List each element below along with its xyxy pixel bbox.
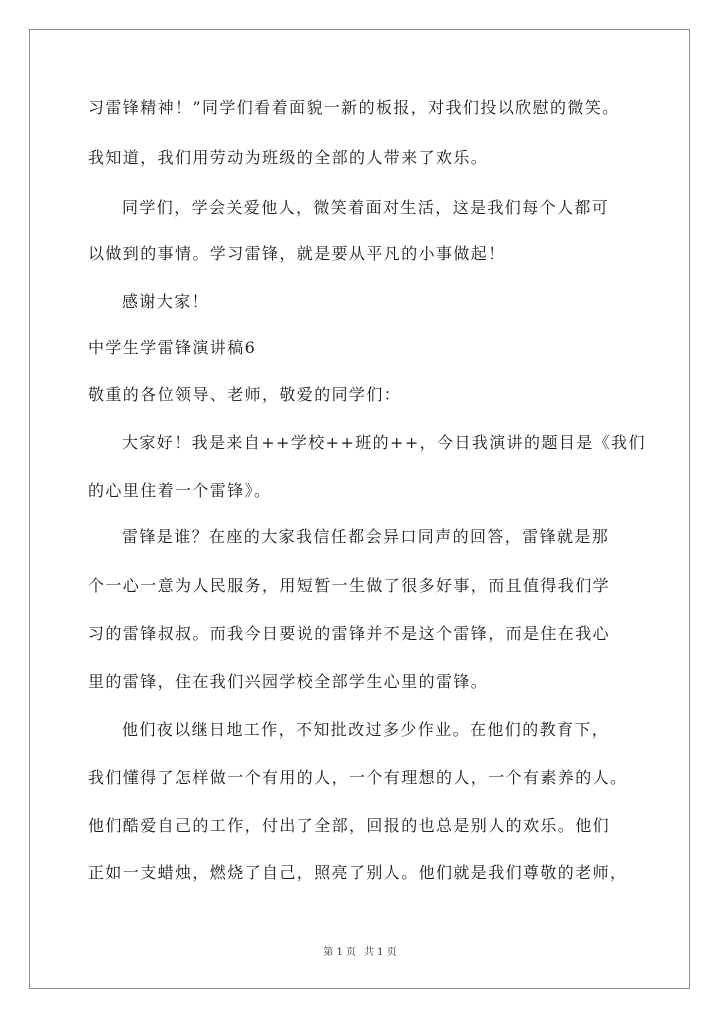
paragraph-start-line: 他们夜以继日地工作，不知批改过多少作业。在他们的教育下， (122, 720, 610, 739)
page-number: 第 1 页 (323, 947, 356, 958)
text-line: 以做到的事情。学习雷锋，就是要从平凡的小事做起！ (88, 244, 506, 263)
page-footer (0, 943, 720, 958)
paragraph-start-line: 同学们，学会关爱他人，微笑着面对生活，这是我们每个人都可 (122, 198, 610, 217)
text-line: 里的雷锋，住在我们兴园学校全部学生心里的雷锋。 (88, 672, 489, 691)
section-title: 中学生学雷锋演讲稿6 (88, 338, 257, 357)
page-total: 共 1 页 (364, 947, 397, 958)
text-line: 的心里住着一个雷锋》。 (88, 481, 272, 500)
text-line: 习的雷锋叔叔。而我今日要说的雷锋并不是这个雷锋，而是住在我心 (88, 624, 611, 643)
text-line: 习雷锋精神！”同学们看着面貌一新的板报，对我们投以欣慰的微笑。 (88, 98, 620, 117)
text-line: 正如一支蜡烛，燃烧了自己，照亮了别人。他们就是我们尊敬的老师， (88, 863, 628, 882)
paragraph-start-line: 雷锋是谁？在座的大家我信任都会异口同声的回答，雷锋就是那 (122, 527, 610, 546)
salutation: 敬重的各位领导、老师，敬爱的同学们： (88, 385, 402, 404)
text-line: 我们懂得了怎样做一个有用的人，一个有理想的人，一个有素养的人。 (88, 768, 628, 787)
text-line: 个一心一意为人民服务，用短暂一生做了很多好事，而且值得我们学 (88, 576, 611, 595)
page-border (29, 29, 690, 989)
text-line: 他们酷爱自己的工作，付出了全部，回报的也总是别人的欢乐。他们 (88, 816, 611, 835)
paragraph-start-line: 感谢大家！ (122, 292, 210, 311)
text-line: 我知道，我们用劳动为班级的全部的人带来了欢乐。 (88, 148, 489, 167)
paragraph-start-line: 大家好！我是来自++学校++班的++，今日我演讲的题目是《我们 (122, 433, 646, 452)
